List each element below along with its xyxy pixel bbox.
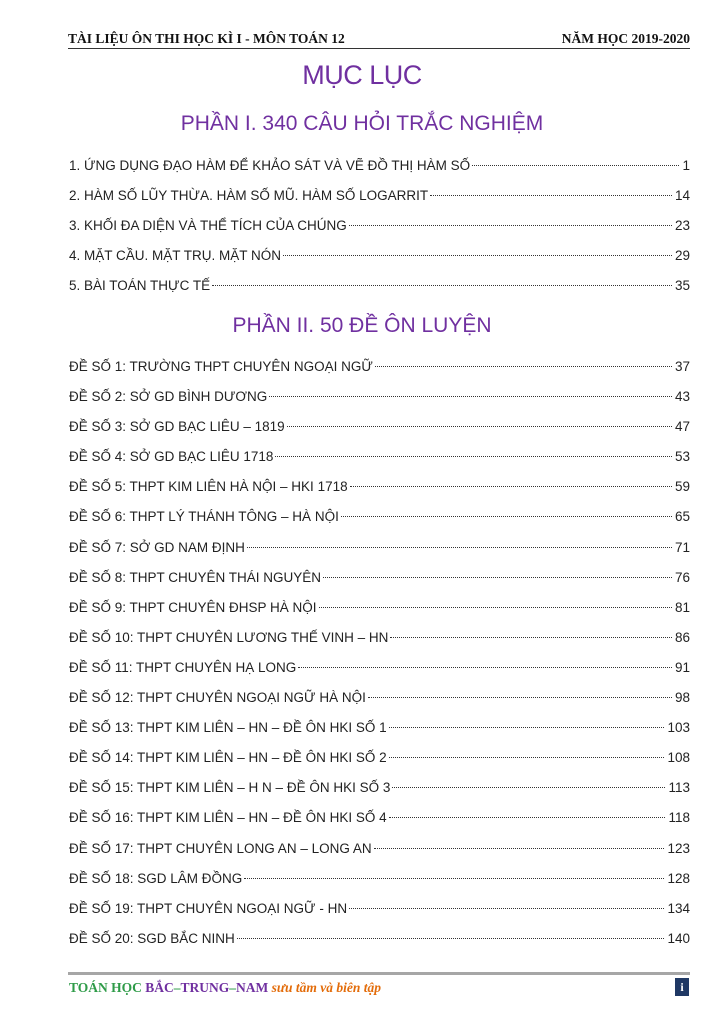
toc-entry[interactable] [69, 566, 690, 596]
part2-toc-list [69, 355, 690, 957]
part1-heading: PHẦN I. 340 CÂU HỎI TRẮC NGHIỆM [180, 112, 544, 135]
toc-entry-label: ĐỀ SỐ 7: SỞ GD NAM ĐỊNH [69, 539, 245, 555]
toc-entry[interactable] [69, 475, 690, 505]
toc-entry-label: ĐỀ SỐ 10: THPT CHUYÊN LƯƠNG THẾ VINH – HN [69, 629, 389, 645]
toc-entry[interactable] [69, 385, 690, 415]
header-left-text: TÀI LIỆU ÔN THI HỌC KÌ I - MÔN TOÁN 12 [68, 31, 345, 46]
toc-entry[interactable] [69, 837, 690, 867]
toc-entry-page: 43 [674, 389, 690, 405]
toc-dot-leader [350, 486, 672, 487]
toc-entry[interactable] [69, 686, 690, 716]
toc-entry-page: 53 [674, 449, 690, 465]
toc-entry[interactable] [69, 536, 690, 566]
toc-entry-page: 123 [667, 840, 690, 856]
toc-entry-label: ĐỀ SỐ 6: THPT LÝ THÁNH TÔNG – HÀ NỘI [69, 509, 339, 525]
toc-entry-label: ĐỀ SỐ 1: TRƯỜNG THPT CHUYÊN NGOẠI NGỮ [69, 359, 373, 374]
page-title: MỤC LỤC [302, 60, 422, 90]
toc-entry-label: 5. BÀI TOÁN THỰC TẾ [69, 278, 211, 293]
toc-entry-label: ĐỀ SỐ 14: THPT KIM LIÊN – HN – ĐỀ ÔN HKI SỐ 2 [69, 750, 387, 766]
toc-entry[interactable] [69, 355, 690, 385]
toc-entry-page: 76 [674, 569, 690, 585]
footer-text-trung: TRUNG [180, 980, 230, 995]
toc-entry[interactable] [69, 927, 690, 957]
toc-dot-leader [389, 817, 666, 818]
toc-entry-page: 14 [674, 188, 690, 203]
toc-dot-leader [212, 285, 672, 286]
toc-dot-leader [374, 848, 665, 849]
toc-dot-leader [323, 577, 672, 578]
toc-entry[interactable] [69, 244, 690, 274]
toc-entry[interactable] [69, 656, 690, 686]
toc-dot-leader [368, 697, 672, 698]
toc-dot-leader [283, 255, 672, 256]
toc-entry-page: 118 [668, 810, 690, 826]
toc-entry[interactable] [69, 867, 690, 897]
toc-dot-leader [275, 456, 672, 457]
toc-entry-label: ĐỀ SỐ 11: THPT CHUYÊN HẠ LONG [69, 659, 297, 675]
toc-entry-page: 98 [674, 690, 690, 706]
toc-entry-page: 134 [667, 900, 690, 916]
footer-dash: – [229, 980, 237, 995]
toc-entry-page: 128 [667, 870, 690, 886]
toc-dot-leader [341, 516, 672, 517]
toc-entry[interactable] [69, 505, 690, 535]
page-footer [69, 980, 381, 996]
toc-dot-leader [349, 908, 664, 909]
toc-entry-label: ĐỀ SỐ 15: THPT KIM LIÊN – H N – ĐỀ ÔN HKI SỐ 3 [69, 780, 391, 796]
part2-heading: PHẦN II. 50 ĐỀ ÔN LUYỆN [232, 314, 492, 337]
page-header [68, 27, 690, 47]
toc-entry-label: ĐỀ SỐ 9: THPT CHUYÊN ĐHSP HÀ NỘI [69, 599, 317, 615]
footer-text-credit: sưu tầm và biên tập [268, 980, 382, 995]
toc-entry[interactable] [69, 154, 690, 184]
toc-dot-leader [237, 938, 665, 939]
toc-entry-label: 2. HÀM SỐ LŨY THỪA. HÀM SỐ MŨ. HÀM SỐ LOGARRIT [69, 188, 429, 203]
toc-entry[interactable] [69, 274, 690, 304]
footer-dash: – [173, 980, 181, 995]
toc-entry-page: 59 [674, 479, 690, 495]
toc-entry-label: ĐỀ SỐ 2: SỞ GD BÌNH DƯƠNG [69, 389, 268, 405]
toc-entry-page: 71 [674, 539, 690, 555]
toc-dot-leader [244, 878, 664, 879]
toc-entry-page: 23 [674, 218, 690, 233]
toc-dot-leader [392, 787, 665, 788]
header-divider [68, 48, 690, 49]
toc-dot-leader [287, 426, 672, 427]
toc-entry-label: ĐỀ SỐ 8: THPT CHUYÊN THÁI NGUYÊN [69, 569, 322, 585]
toc-entry-label: 4. MẶT CẦU. MẶT TRỤ. MẶT NÓN [69, 248, 282, 263]
toc-entry-page: 91 [674, 659, 690, 675]
toc-dot-leader [319, 607, 672, 608]
toc-entry-page: 29 [674, 248, 690, 263]
toc-entry-page: 113 [668, 780, 690, 796]
toc-entry[interactable] [69, 716, 690, 746]
toc-entry[interactable] [69, 746, 690, 776]
toc-entry-page: 37 [674, 359, 690, 374]
toc-entry[interactable] [69, 626, 690, 656]
toc-entry[interactable] [69, 445, 690, 475]
toc-entry-label: ĐỀ SỐ 16: THPT KIM LIÊN – HN – ĐỀ ÔN HKI SỐ 4 [69, 810, 387, 826]
toc-entry[interactable] [69, 184, 690, 214]
toc-dot-leader [430, 195, 672, 196]
toc-entry-page: 86 [674, 629, 690, 645]
toc-dot-leader [375, 366, 672, 367]
toc-dot-leader [298, 667, 672, 668]
footer-text-toan-hoc: TOÁN HỌC [69, 980, 146, 995]
toc-entry-label: 3. KHỐI ĐA DIỆN VÀ THỂ TÍCH CỦA CHÚNG [69, 218, 347, 233]
toc-dot-leader [389, 757, 665, 758]
toc-dot-leader [349, 225, 672, 226]
toc-entry-page: 103 [667, 720, 690, 736]
footer-divider [68, 972, 690, 975]
toc-dot-leader [269, 396, 672, 397]
toc-entry-label: ĐỀ SỐ 5: THPT KIM LIÊN HÀ NỘI – HKI 1718 [69, 479, 348, 495]
toc-entry[interactable] [69, 806, 690, 836]
toc-entry-label: ĐỀ SỐ 4: SỞ GD BẠC LIÊU 1718 [69, 449, 274, 465]
page-number-badge: i [675, 978, 689, 996]
toc-entry[interactable] [69, 776, 690, 806]
header-right-text: NĂM HỌC 2019-2020 [561, 31, 690, 46]
toc-entry-label: ĐỀ SỐ 3: SỞ GD BẠC LIÊU – 1819 [69, 419, 285, 435]
toc-entry-label: ĐỀ SỐ 17: THPT CHUYÊN LONG AN – LONG AN [69, 840, 372, 856]
toc-dot-leader [390, 637, 672, 638]
part1-toc-list [69, 154, 690, 304]
toc-entry-label: ĐỀ SỐ 12: THPT CHUYÊN NGOẠI NGỮ HÀ NỘI [69, 690, 366, 706]
footer-text-nam: NAM [236, 980, 269, 995]
toc-entry-label: ĐỀ SỐ 13: THPT KIM LIÊN – HN – ĐỀ ÔN HKI SỐ 1 [69, 720, 387, 736]
toc-entry-label: ĐỀ SỐ 18: SGD LÂM ĐỒNG [69, 870, 243, 886]
toc-entry-page: 81 [674, 599, 690, 615]
toc-dot-leader [247, 547, 672, 548]
toc-entry[interactable] [69, 214, 690, 244]
toc-entry-page: 108 [667, 750, 690, 766]
toc-entry-page: 65 [674, 509, 690, 525]
toc-entry-label: ĐỀ SỐ 19: THPT CHUYÊN NGOẠI NGỮ - HN [69, 900, 348, 916]
toc-dot-leader [389, 727, 665, 728]
toc-entry[interactable] [69, 897, 690, 927]
toc-entry-page: 140 [667, 930, 690, 946]
footer-text-bac: BẮC [145, 980, 174, 995]
toc-entry-page: 47 [674, 419, 690, 435]
toc-entry-page: 35 [674, 278, 690, 293]
toc-entry-label: ĐỀ SỐ 20: SGD BẮC NINH [69, 930, 235, 946]
toc-dot-leader [472, 165, 679, 166]
toc-entry[interactable] [69, 596, 690, 626]
toc-entry[interactable] [69, 415, 690, 445]
toc-entry-page: 1 [682, 158, 690, 173]
toc-entry-label: 1. ỨNG DỤNG ĐẠO HÀM ĐỂ KHẢO SÁT VÀ VẼ ĐỒ THỊ HÀM SỐ [69, 158, 471, 173]
